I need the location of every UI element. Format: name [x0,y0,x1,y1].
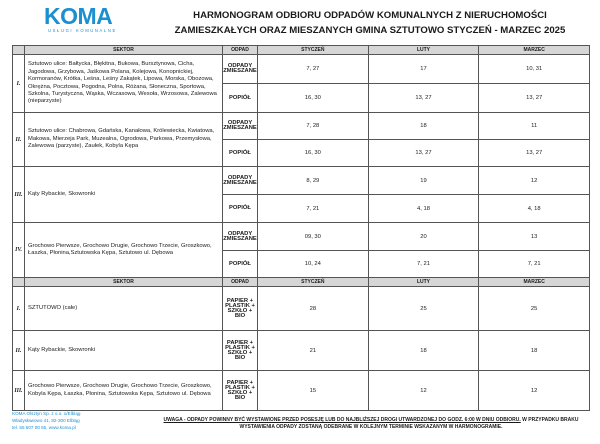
date-cell: 13 [479,223,590,251]
date-cell: 28 [258,287,369,331]
col-header-month3: MARZEC [479,46,590,55]
sector-number: II. [13,331,25,371]
date-cell: 18 [479,331,590,371]
title-line-2: ZAMIESZKAŁYCH ORAZ MIESZANYCH GMINA SZTUTOWO STYCZEŃ - MARZEC 2025 [174,25,566,36]
sector-description: SZTUTOWO (całe) [25,287,223,331]
waste-type-label: POPIÓŁ [223,251,258,278]
waste-type-label: PAPIER + PLASTIK + SZKŁO + BIO [223,287,258,331]
waste-type-label: POPIÓŁ [223,84,258,113]
date-cell: 25 [368,287,479,331]
sector-description: Grochowo Pierwsze, Grochowo Drugie, Grochowo Trzecie, Groszkowo, Kobyla Kępa, Łaszka, Płonina, Sztutowska Kępa, Sztutowo ul. Dębowa [25,371,223,411]
date-cell: 7, 21 [368,251,479,278]
date-cell: 8, 29 [258,167,369,195]
col-header-month1: STYCZEŃ [258,46,369,55]
company-contact [12,410,152,432]
waste-type-label: ODPADY ZMIESZANE [223,113,258,140]
date-cell: 18 [368,331,479,371]
schedule-table [12,45,590,411]
table-header-row [13,46,590,55]
page-title [150,8,590,38]
sector-description: Sztutowo ulice: Bałtycka, Błękitna, Bukowa, Bursztynowa, Cicha, Jagodowa, Grzybowa, Jaśkowa Polana, Kolejowa, Konopnickiej, Kormoranów, Krótka, Leśna, Leśny Zakątek, Lipowa, Morska, Obozowa, Okrężna, Pocztowa, Pogodna, Polna, Różana, Słoneczna, Sportowa, Szkolna, Turystyczna, Wąska, Wczasowa, Wesoła, Wrzosowa, Zalewowa (nieparzyste) [25,55,223,113]
date-cell: 7, 21 [258,195,369,223]
date-cell: 11 [479,113,590,140]
waste-type-label: ODPADY ZMIESZANE [223,223,258,251]
date-cell: 7, 27 [258,55,369,84]
table-row [13,167,590,195]
sector-number: III. [13,371,25,411]
table-header-row [13,278,590,287]
date-cell: 13, 27 [368,140,479,167]
table-row [13,371,590,411]
date-cell: 4, 18 [479,195,590,223]
col-header-sector: SEKTOR [25,46,223,55]
date-cell: 7, 28 [258,113,369,140]
sector-number: IV. [13,223,25,278]
table-row [13,331,590,371]
col-header-month2: LUTY [368,278,479,287]
logo-text: KOMA [44,3,113,29]
sector-number: II. [13,113,25,167]
waste-type-label: PAPIER + PLASTIK + SZKŁO + BIO [223,331,258,371]
col-header-type: ODPAD [223,278,258,287]
date-cell: 16, 30 [258,84,369,113]
sector-description: Kąty Rybackie, Skowronki [25,331,223,371]
sector-number: III. [13,167,25,223]
col-header-month1: STYCZEŃ [258,278,369,287]
date-cell: 16, 30 [258,140,369,167]
col-header-type: ODPAD [223,46,258,55]
col-header-month3: MARZEC [479,278,590,287]
date-cell: 09, 30 [258,223,369,251]
notice-rest: W PRZYPADKU BRAKU WYSTAWIENIA ODPADY ZOSTANĄ ODEBRANE W KOLEJNYM TERMINIE WSKAZANYM W HARMONOGRAMIE. [239,417,579,431]
sector-description: Sztutowo ulice: Chabrowa, Gdańska, Kanałowa, Królewiecka, Kwiatowa, Makowa, Mierzeja Park, Muzealna, Ogrodowa, Parkowa, Przemysłowa, Zalewowa (parzyste), Zaułek, Kobyla Kępa [25,113,223,167]
date-cell: 17 [368,55,479,84]
date-cell: 10, 24 [258,251,369,278]
company-name: KOMA Olsztyn Sp. z o.o. o/Elbląg [12,411,81,416]
date-cell: 25 [479,287,590,331]
date-cell: 4, 18 [368,195,479,223]
date-cell: 18 [368,113,479,140]
logo-tagline: USŁUGI KOMUNALNE [48,28,117,33]
date-cell: 12 [479,167,590,195]
waste-type-label: POPIÓŁ [223,195,258,223]
waste-type-label: ODPADY ZMIESZANE [223,167,258,195]
sector-description: Grochowo Pierwsze, Grochowo Drugie, Grochowo Trzecie, Groszkowo, Łaszka, Płonina,Sztutowska Kępa, Sztutowo ul. Dębowa [25,223,223,278]
koma-logo [44,5,140,35]
date-cell: 13, 27 [368,84,479,113]
title-line-1: HARMONOGRAM ODBIORU ODPADÓW KOMUNALNYCH Z NIERUCHOMOŚCI [193,10,547,21]
sector-description: Kąty Rybackie, Skowronki [25,167,223,223]
waste-type-label: POPIÓŁ [223,140,258,167]
date-cell: 12 [368,371,479,411]
company-phone-web: tel. 55 507 00 55, www.koma.pl [12,425,76,431]
table-row [13,113,590,140]
date-cell: 21 [258,331,369,371]
date-cell: 13, 27 [479,140,590,167]
table-row [13,287,590,331]
date-cell: 20 [368,223,479,251]
date-cell: 13, 27 [479,84,590,113]
company-address: Władysławowo 41, 82-300 Elbląg [12,418,80,424]
date-cell: 15 [258,371,369,411]
date-cell: 7, 21 [479,251,590,278]
sector-number: I. [13,55,25,113]
pickup-notice [152,417,590,432]
date-cell: 19 [368,167,479,195]
col-header-sector: SEKTOR [25,278,223,287]
date-cell: 12 [479,371,590,411]
table-row [13,55,590,84]
col-header-month2: LUTY [368,46,479,55]
page-header [0,0,600,44]
waste-type-label: PAPIER + PLASTIK + SZKŁO + BIO [223,371,258,411]
sector-number: I. [13,287,25,331]
table-row [13,223,590,251]
notice-underlined: UWAGA - ODPADY POWINNY BYĆ WYSTAWIONE PRZED POSESJĘ LUB DO NAJBLIŻSZEJ DROGI UTWARDZONEJ DO GODZ. 6:00 W DNIU ODBIORU. [163,417,521,423]
date-cell: 10, 31 [479,55,590,84]
waste-type-label: ODPADY ZMIESZANE [223,55,258,84]
